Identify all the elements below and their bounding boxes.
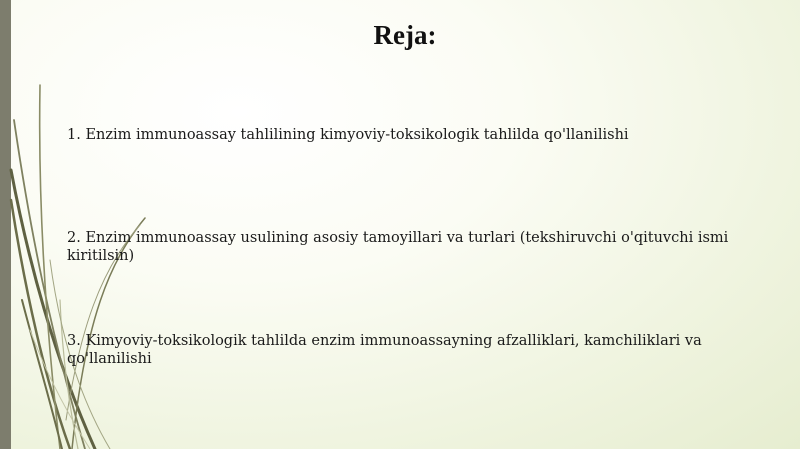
grass-blades-icon (0, 0, 200, 449)
plan-item-2: 2. Enzim immunoassay usulining asosiy tamoyillari va turlari (tekshiruvchi o'qituvchi ismi kiritilsin) (67, 230, 729, 264)
slide-title: Reja: (373, 20, 437, 50)
plan-item-1: 1. Enzim immunoassay tahlilining kimyoviy-toksikologik tahlilda qo'llanilishi (67, 127, 629, 143)
plan-item-3: 3. Kimyoviy-toksikologik tahlilda enzim immunoassayning afzalliklari, kamchiliklari va qo'llanilishi (67, 333, 702, 367)
